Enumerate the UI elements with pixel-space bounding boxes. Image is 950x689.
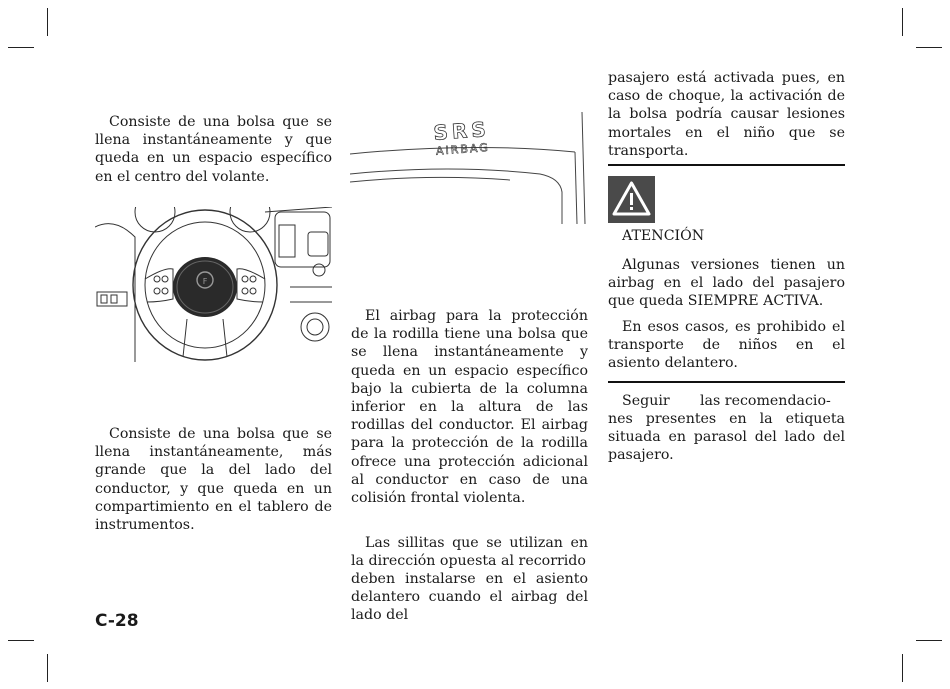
crop-mark: [8, 47, 34, 48]
airbag-label: AIRBAG: [435, 140, 491, 158]
crop-mark: [916, 640, 942, 641]
steering-wheel-illustration: [95, 207, 332, 362]
srs-label: SRS: [432, 116, 491, 145]
crop-mark: [902, 8, 903, 36]
follow-label-2: las recomendacio-: [700, 393, 831, 409]
passenger-airbag-text: Consiste de una bolsa que se llena instantáneamente, más grande que la del lado del conductor, y que queda en un compartimiento en el tablero de instrumentos.: [95, 426, 332, 534]
knee-airbag-text: El airbag para la protección de la rodilla tiene una bolsa que se llena instantáneamente y queda en un espacio específico bajo la cubierta de la columna inferior en la altura de las rodillas del conductor. El airbag para la protección de la rodilla ofrece una protección adicional al conductor en caso de una colisión frontal violenta.: [351, 308, 588, 507]
crop-mark: [47, 8, 48, 36]
crop-mark: [47, 654, 48, 682]
crop-mark: [8, 640, 34, 641]
prohibited-text: En esos casos, es prohibido el transporte de niños en el asiento delantero.: [608, 319, 845, 372]
crop-mark: [902, 654, 903, 682]
section-rule: [608, 164, 845, 166]
follow-label-1: Seguir: [622, 393, 670, 409]
dashboard-srs-illustration: [350, 112, 588, 224]
attention-heading: ATENCIÓN: [622, 228, 705, 244]
warning-triangle-icon: [608, 176, 655, 223]
child-seat-text-1: Las sillitas que se utilizan en la dirección opuesta al recorrido: [351, 535, 588, 570]
passenger-warning-text: pasajero está activada pues, en caso de choque, la activación de la bolsa podría causar lesiones mortales en el niño que se transporta.: [608, 70, 845, 159]
crop-mark: [916, 47, 942, 48]
driver-airbag-text: Consiste de una bolsa que se llena instantáneamente y que queda en un espacio específico en el centro del volante.: [95, 114, 332, 185]
child-seat-text-2: deben instalarse en el asiento delantero cuando el airbag del lado del: [351, 571, 588, 624]
svg-text:F: F: [202, 277, 208, 286]
page-number: C-28: [95, 611, 139, 631]
label-recommendation-text: nes presentes en la etiqueta situada en parasol del lado del pasajero.: [608, 411, 845, 464]
always-active-text: Algunas versiones tienen un airbag en el lado del pasajero que queda SIEMPRE ACTIVA.: [608, 257, 845, 310]
section-rule: [608, 381, 845, 383]
